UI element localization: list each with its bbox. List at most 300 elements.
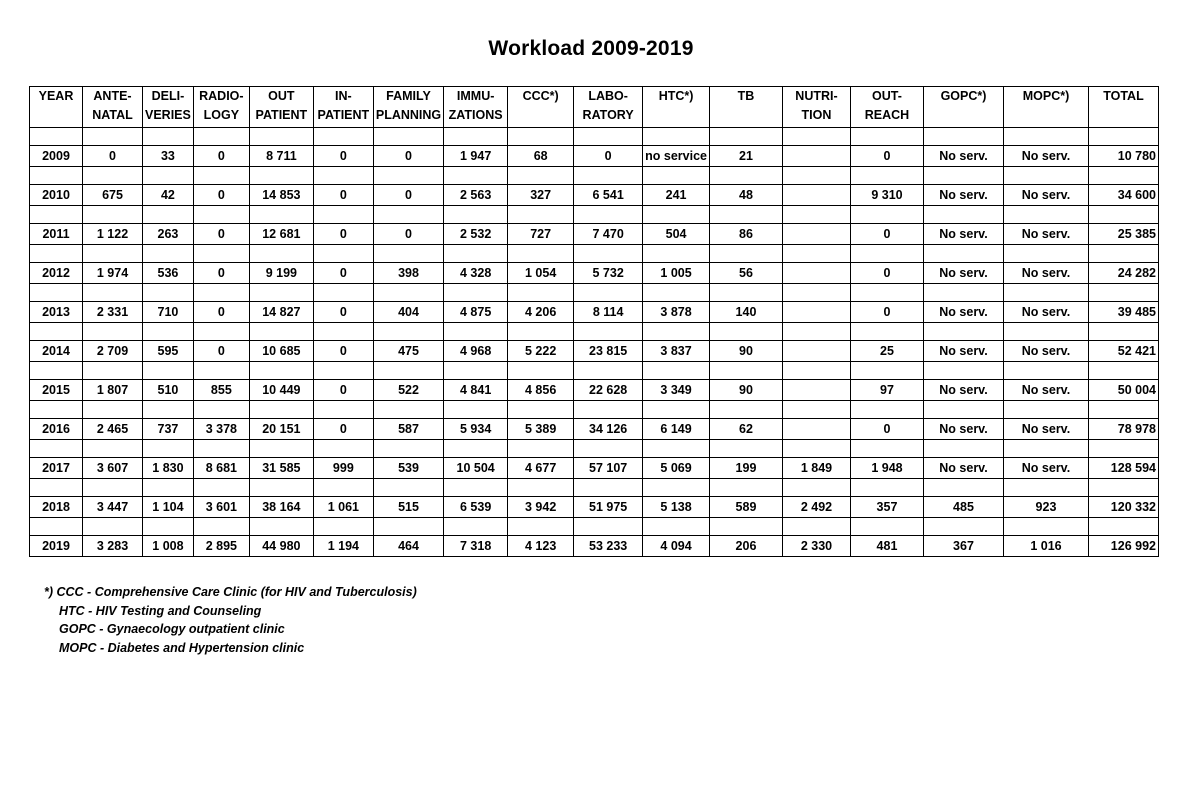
table-cell: No serv.	[1003, 302, 1088, 323]
empty-cell	[643, 440, 710, 458]
empty-cell	[249, 479, 313, 497]
table-cell: 1 008	[143, 536, 194, 557]
column-header	[574, 87, 643, 128]
empty-cell	[709, 362, 782, 380]
spacer-row	[30, 401, 1159, 419]
empty-cell	[1088, 479, 1158, 497]
empty-cell	[444, 362, 508, 380]
table-cell: 3 447	[83, 497, 143, 518]
table-row	[30, 419, 1159, 440]
empty-cell	[923, 362, 1003, 380]
empty-cell	[574, 128, 643, 146]
footnote-mopc: MOPC - Diabetes and Hypertension clinic	[59, 640, 305, 655]
empty-cell	[574, 245, 643, 263]
table-cell: 1 005	[643, 263, 710, 284]
empty-cell	[143, 206, 194, 224]
table-cell: 263	[143, 224, 194, 245]
table-cell: 2 492	[782, 497, 850, 518]
table-cell: 737	[143, 419, 194, 440]
table-cell	[782, 224, 850, 245]
table-cell: 0	[313, 419, 373, 440]
empty-cell	[1088, 206, 1158, 224]
table-cell: 48	[709, 185, 782, 206]
year-cell: 2009	[30, 146, 83, 167]
empty-cell	[508, 206, 574, 224]
table-cell: 3 601	[193, 497, 249, 518]
header-line-2: VERIES	[145, 108, 191, 122]
table-cell: 5 222	[508, 341, 574, 362]
empty-cell	[1003, 518, 1088, 536]
empty-cell	[249, 362, 313, 380]
header-line-1: FAMILY	[386, 89, 431, 103]
empty-cell	[850, 479, 923, 497]
table-cell: 2 465	[83, 419, 143, 440]
table-cell: 5 934	[444, 419, 508, 440]
table-cell: 42	[143, 185, 194, 206]
spacer-row	[30, 518, 1159, 536]
empty-cell	[83, 128, 143, 146]
empty-cell	[923, 479, 1003, 497]
table-cell: 587	[373, 419, 443, 440]
empty-cell	[193, 206, 249, 224]
table-cell: 522	[373, 380, 443, 401]
table-cell: 3 837	[643, 341, 710, 362]
header-line-2	[712, 106, 780, 125]
table-cell: 2 563	[444, 185, 508, 206]
empty-cell	[83, 245, 143, 263]
empty-cell	[249, 284, 313, 302]
empty-cell	[193, 362, 249, 380]
empty-cell	[709, 518, 782, 536]
empty-cell	[508, 167, 574, 185]
column-header	[30, 87, 83, 128]
empty-cell	[643, 206, 710, 224]
table-cell: 1 947	[444, 146, 508, 167]
year-cell: 2016	[30, 419, 83, 440]
header-row	[30, 87, 1159, 128]
empty-cell	[1088, 440, 1158, 458]
table-cell: 4 206	[508, 302, 574, 323]
empty-cell	[709, 401, 782, 419]
empty-cell	[508, 518, 574, 536]
empty-cell	[1088, 284, 1158, 302]
empty-cell	[30, 245, 83, 263]
table-cell: 0	[313, 263, 373, 284]
empty-cell	[249, 206, 313, 224]
table-cell	[782, 419, 850, 440]
page-title: Workload 2009-2019	[488, 37, 694, 60]
empty-cell	[1088, 323, 1158, 341]
table-cell: 0	[313, 302, 373, 323]
table-cell: 536	[143, 263, 194, 284]
workload-table	[29, 86, 1159, 557]
table-cell: 2 709	[83, 341, 143, 362]
table-cell: 475	[373, 341, 443, 362]
empty-cell	[574, 518, 643, 536]
empty-cell	[444, 245, 508, 263]
table-cell: 4 856	[508, 380, 574, 401]
empty-cell	[30, 323, 83, 341]
spacer-row	[30, 245, 1159, 263]
empty-cell	[923, 128, 1003, 146]
year-cell: 2014	[30, 341, 83, 362]
table-cell: 327	[508, 185, 574, 206]
table-cell: 51 975	[574, 497, 643, 518]
header-line-1: HTC*)	[658, 89, 694, 103]
header-line-1: RADIO-	[199, 89, 244, 103]
table-cell: 20 151	[249, 419, 313, 440]
table-cell: 923	[1003, 497, 1088, 518]
empty-cell	[30, 284, 83, 302]
empty-cell	[1003, 167, 1088, 185]
table-cell: 7 470	[574, 224, 643, 245]
column-header	[850, 87, 923, 128]
empty-cell	[643, 479, 710, 497]
table-row	[30, 302, 1159, 323]
empty-cell	[850, 362, 923, 380]
table-cell: 34 126	[574, 419, 643, 440]
empty-cell	[143, 167, 194, 185]
empty-cell	[193, 167, 249, 185]
table-cell: 367	[923, 536, 1003, 557]
header-line-2: LOGY	[203, 108, 240, 122]
empty-cell	[313, 440, 373, 458]
empty-cell	[923, 245, 1003, 263]
empty-cell	[83, 479, 143, 497]
empty-cell	[444, 206, 508, 224]
column-header	[782, 87, 850, 128]
column-header	[643, 87, 710, 128]
header-line-2	[32, 106, 80, 125]
table-cell: 31 585	[249, 458, 313, 479]
empty-cell	[373, 206, 443, 224]
empty-cell	[83, 206, 143, 224]
table-cell: 485	[923, 497, 1003, 518]
table-cell: 0	[850, 419, 923, 440]
header-line-1: IMMU-	[456, 89, 495, 103]
empty-cell	[508, 323, 574, 341]
table-cell: 2 895	[193, 536, 249, 557]
table-row	[30, 458, 1159, 479]
empty-cell	[83, 362, 143, 380]
empty-cell	[850, 167, 923, 185]
empty-cell	[373, 323, 443, 341]
empty-cell	[30, 518, 83, 536]
spacer-row	[30, 167, 1159, 185]
table-cell: 44 980	[249, 536, 313, 557]
empty-cell	[444, 284, 508, 302]
empty-cell	[373, 284, 443, 302]
table-cell: 3 349	[643, 380, 710, 401]
table-cell: 4 968	[444, 341, 508, 362]
table-cell: 357	[850, 497, 923, 518]
year-cell: 2013	[30, 302, 83, 323]
table-cell: 4 841	[444, 380, 508, 401]
empty-cell	[30, 206, 83, 224]
header-line-1: LABO-	[588, 89, 628, 103]
empty-cell	[1003, 128, 1088, 146]
table-row	[30, 380, 1159, 401]
table-cell: No serv.	[1003, 146, 1088, 167]
footnotes	[44, 583, 417, 657]
empty-cell	[1003, 284, 1088, 302]
table-cell: 2 330	[782, 536, 850, 557]
empty-cell	[574, 323, 643, 341]
empty-cell	[782, 323, 850, 341]
empty-cell	[83, 518, 143, 536]
empty-cell	[782, 518, 850, 536]
table-cell: 90	[709, 380, 782, 401]
table-cell: 10 504	[444, 458, 508, 479]
table-cell: 404	[373, 302, 443, 323]
table-cell: 999	[313, 458, 373, 479]
header-line-2: NATAL	[92, 108, 133, 122]
table-cell: 4 677	[508, 458, 574, 479]
empty-cell	[643, 401, 710, 419]
empty-cell	[782, 245, 850, 263]
table-cell: 97	[850, 380, 923, 401]
table-cell: 0	[850, 224, 923, 245]
table-cell: 464	[373, 536, 443, 557]
column-header	[709, 87, 782, 128]
table-cell: 504	[643, 224, 710, 245]
header-line-1: GOPC*)	[940, 89, 987, 103]
table-cell: 0	[850, 263, 923, 284]
header-line-2	[510, 106, 571, 125]
table-cell: 0	[83, 146, 143, 167]
table-cell: 1 104	[143, 497, 194, 518]
table-cell: No serv.	[923, 146, 1003, 167]
table-cell: 1 849	[782, 458, 850, 479]
empty-cell	[143, 323, 194, 341]
table-cell: 9 310	[850, 185, 923, 206]
empty-cell	[782, 206, 850, 224]
empty-cell	[850, 128, 923, 146]
empty-cell	[30, 128, 83, 146]
empty-cell	[782, 284, 850, 302]
empty-cell	[143, 245, 194, 263]
table-cell: 23 815	[574, 341, 643, 362]
empty-cell	[313, 245, 373, 263]
table-cell: 6 539	[444, 497, 508, 518]
header-line-2: REACH	[864, 108, 910, 122]
empty-cell	[313, 206, 373, 224]
year-cell: 2019	[30, 536, 83, 557]
header-line-1: TB	[737, 89, 755, 103]
empty-cell	[313, 323, 373, 341]
footnote-gopc: GOPC - Gynaecology outpatient clinic	[59, 622, 285, 636]
table-row	[30, 497, 1159, 518]
table-cell: 589	[709, 497, 782, 518]
table-cell: 4 123	[508, 536, 574, 557]
empty-cell	[313, 128, 373, 146]
header-line-2: TION	[801, 108, 832, 122]
table-cell: 710	[143, 302, 194, 323]
empty-cell	[313, 518, 373, 536]
empty-cell	[1003, 440, 1088, 458]
table-cell: 0	[313, 380, 373, 401]
empty-cell	[782, 167, 850, 185]
empty-cell	[782, 479, 850, 497]
table-cell	[782, 185, 850, 206]
table-cell: No serv.	[1003, 419, 1088, 440]
table-cell: 0	[850, 146, 923, 167]
table-cell: 9 199	[249, 263, 313, 284]
total-cell: 24 282	[1088, 263, 1158, 284]
empty-cell	[782, 401, 850, 419]
spacer-row	[30, 362, 1159, 380]
empty-cell	[373, 245, 443, 263]
empty-cell	[643, 284, 710, 302]
empty-cell	[782, 362, 850, 380]
total-cell: 128 594	[1088, 458, 1158, 479]
table-cell: 515	[373, 497, 443, 518]
table-cell: 0	[373, 185, 443, 206]
table-cell: 0	[850, 302, 923, 323]
table-cell: 56	[709, 263, 782, 284]
empty-cell	[709, 128, 782, 146]
total-cell: 25 385	[1088, 224, 1158, 245]
empty-cell	[444, 167, 508, 185]
empty-cell	[30, 362, 83, 380]
empty-cell	[923, 440, 1003, 458]
table-cell: no service	[643, 146, 710, 167]
empty-cell	[249, 323, 313, 341]
total-cell: 126 992	[1088, 536, 1158, 557]
empty-cell	[83, 167, 143, 185]
table-cell: 0	[313, 224, 373, 245]
table-cell	[782, 263, 850, 284]
header-line-1: TOTAL	[1103, 89, 1144, 103]
table-cell: 10 685	[249, 341, 313, 362]
table-cell: 855	[193, 380, 249, 401]
empty-cell	[193, 440, 249, 458]
empty-cell	[444, 128, 508, 146]
table-cell: No serv.	[1003, 341, 1088, 362]
empty-cell	[1088, 245, 1158, 263]
table-cell: No serv.	[923, 185, 1003, 206]
empty-cell	[1003, 245, 1088, 263]
column-header	[508, 87, 574, 128]
empty-cell	[444, 518, 508, 536]
empty-cell	[574, 440, 643, 458]
table-cell: 1 807	[83, 380, 143, 401]
empty-cell	[923, 401, 1003, 419]
table-cell: 6 149	[643, 419, 710, 440]
column-header	[1088, 87, 1158, 128]
empty-cell	[143, 518, 194, 536]
spacer-row	[30, 128, 1159, 146]
column-header	[83, 87, 143, 128]
empty-cell	[143, 128, 194, 146]
table-cell: 5 389	[508, 419, 574, 440]
table-cell: 675	[83, 185, 143, 206]
empty-cell	[1088, 362, 1158, 380]
header-line-1: OUT-	[872, 89, 902, 103]
header-line-1: IN-	[335, 89, 352, 103]
header-line-2: PATIENT	[255, 108, 308, 122]
table-cell: 595	[143, 341, 194, 362]
total-cell: 78 978	[1088, 419, 1158, 440]
empty-cell	[923, 206, 1003, 224]
empty-cell	[193, 128, 249, 146]
empty-cell	[444, 401, 508, 419]
table-cell: 539	[373, 458, 443, 479]
column-header	[193, 87, 249, 128]
header-line-2	[645, 106, 707, 125]
table-cell: 8 711	[249, 146, 313, 167]
table-cell: 90	[709, 341, 782, 362]
table-cell: 206	[709, 536, 782, 557]
column-header	[313, 87, 373, 128]
empty-cell	[1003, 401, 1088, 419]
empty-cell	[444, 323, 508, 341]
table-cell: 3 378	[193, 419, 249, 440]
table-row	[30, 185, 1159, 206]
table-cell: 12 681	[249, 224, 313, 245]
table-cell: 1 948	[850, 458, 923, 479]
table-cell: 86	[709, 224, 782, 245]
header-line-2	[1091, 106, 1156, 125]
table-cell: 1 016	[1003, 536, 1088, 557]
empty-cell	[643, 128, 710, 146]
empty-cell	[850, 323, 923, 341]
spacer-row	[30, 440, 1159, 458]
table-cell: 4 094	[643, 536, 710, 557]
empty-cell	[30, 440, 83, 458]
empty-cell	[709, 245, 782, 263]
empty-cell	[83, 401, 143, 419]
table-cell: 1 194	[313, 536, 373, 557]
table-cell: 241	[643, 185, 710, 206]
table-cell	[782, 341, 850, 362]
table-cell: 4 875	[444, 302, 508, 323]
empty-cell	[373, 440, 443, 458]
table-cell: No serv.	[923, 419, 1003, 440]
table-cell: 0	[574, 146, 643, 167]
table-cell: 57 107	[574, 458, 643, 479]
table-cell: 1 830	[143, 458, 194, 479]
empty-cell	[850, 245, 923, 263]
empty-cell	[143, 440, 194, 458]
empty-cell	[643, 518, 710, 536]
header-line-2: ZATIONS	[448, 108, 503, 122]
empty-cell	[923, 518, 1003, 536]
empty-cell	[193, 245, 249, 263]
year-cell: 2012	[30, 263, 83, 284]
empty-cell	[574, 206, 643, 224]
total-cell: 34 600	[1088, 185, 1158, 206]
table-cell: 6 541	[574, 185, 643, 206]
empty-cell	[249, 245, 313, 263]
table-cell: 14 827	[249, 302, 313, 323]
table-cell: 8 681	[193, 458, 249, 479]
table-cell: 8 114	[574, 302, 643, 323]
empty-cell	[313, 479, 373, 497]
empty-cell	[923, 323, 1003, 341]
table-cell: 3 283	[83, 536, 143, 557]
header-line-2: PLANNING	[375, 108, 442, 122]
spacer-row	[30, 206, 1159, 224]
empty-cell	[508, 479, 574, 497]
table-cell: 2 532	[444, 224, 508, 245]
empty-cell	[249, 518, 313, 536]
empty-cell	[709, 479, 782, 497]
empty-cell	[1088, 128, 1158, 146]
empty-cell	[193, 401, 249, 419]
empty-cell	[574, 401, 643, 419]
table-cell: 1 054	[508, 263, 574, 284]
